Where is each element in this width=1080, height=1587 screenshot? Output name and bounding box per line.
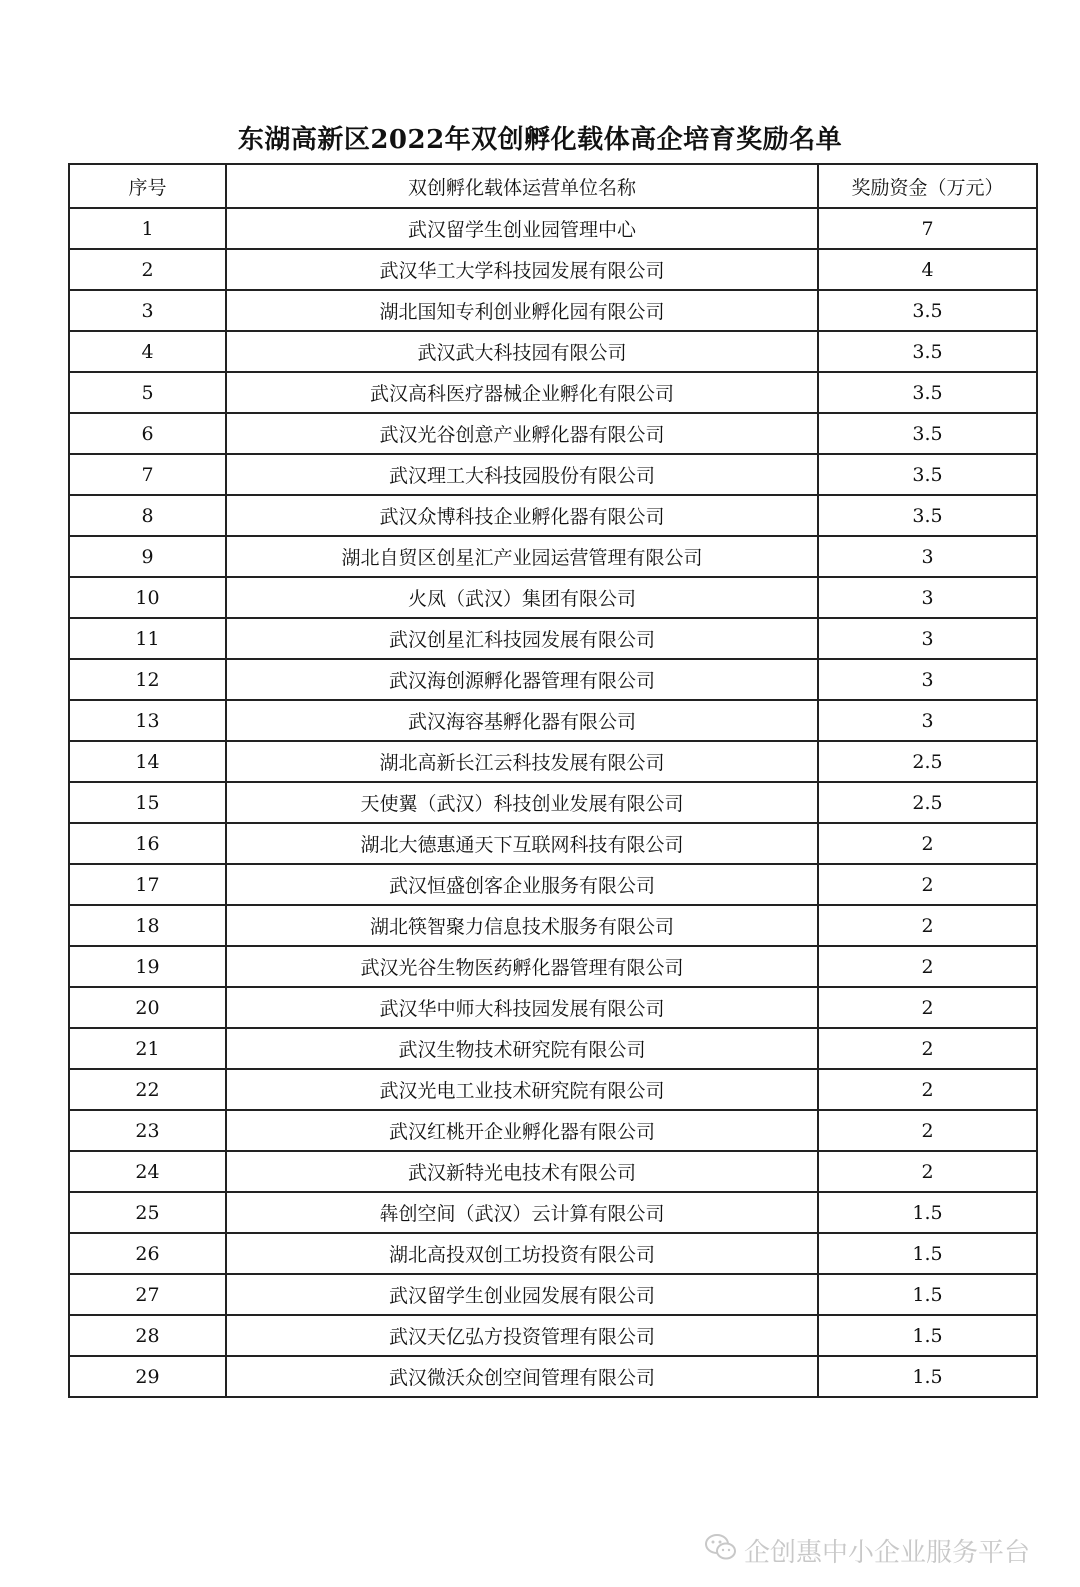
row-company-name: 武汉武大科技园有限公司 bbox=[226, 331, 818, 372]
table-row bbox=[69, 536, 1037, 577]
row-reward-amount: 4 bbox=[818, 249, 1037, 290]
header-reward-amount: 奖励资金（万元） bbox=[818, 164, 1037, 208]
row-company-name: 湖北筷智聚力信息技术服务有限公司 bbox=[226, 905, 818, 946]
row-reward-amount: 3 bbox=[818, 536, 1037, 577]
row-reward-amount: 1.5 bbox=[818, 1356, 1037, 1397]
row-index: 15 bbox=[69, 782, 226, 823]
row-reward-amount: 2 bbox=[818, 905, 1037, 946]
row-reward-amount: 3.5 bbox=[818, 495, 1037, 536]
row-reward-amount: 2 bbox=[818, 1028, 1037, 1069]
document-title: 东湖高新区2022年双创孵化载体高企培育奖励名单 bbox=[237, 125, 843, 155]
row-index: 1 bbox=[69, 208, 226, 249]
row-reward-amount: 2 bbox=[818, 1110, 1037, 1151]
watermark bbox=[704, 1532, 1030, 1569]
table-row bbox=[69, 1356, 1037, 1397]
table-row bbox=[69, 1069, 1037, 1110]
table-row bbox=[69, 249, 1037, 290]
row-company-name: 武汉新特光电技术有限公司 bbox=[226, 1151, 818, 1192]
row-company-name: 湖北国知专利创业孵化园有限公司 bbox=[226, 290, 818, 331]
row-reward-amount: 3 bbox=[818, 577, 1037, 618]
table-row bbox=[69, 454, 1037, 495]
row-index: 14 bbox=[69, 741, 226, 782]
header-row bbox=[69, 164, 1037, 208]
row-reward-amount: 2 bbox=[818, 823, 1037, 864]
row-reward-amount: 1.5 bbox=[818, 1233, 1037, 1274]
row-reward-amount: 1.5 bbox=[818, 1315, 1037, 1356]
table-row bbox=[69, 1028, 1037, 1069]
header-company-name: 双创孵化载体运营单位名称 bbox=[226, 164, 818, 208]
row-reward-amount: 3.5 bbox=[818, 290, 1037, 331]
row-index: 21 bbox=[69, 1028, 226, 1069]
header-index: 序号 bbox=[69, 164, 226, 208]
wechat-icon bbox=[704, 1532, 738, 1569]
table-row bbox=[69, 823, 1037, 864]
row-company-name: 武汉光电工业技术研究院有限公司 bbox=[226, 1069, 818, 1110]
row-index: 7 bbox=[69, 454, 226, 495]
row-company-name: 武汉理工大科技园股份有限公司 bbox=[226, 454, 818, 495]
row-reward-amount: 3 bbox=[818, 659, 1037, 700]
row-index: 22 bbox=[69, 1069, 226, 1110]
table-row bbox=[69, 290, 1037, 331]
row-company-name: 湖北高投双创工坊投资有限公司 bbox=[226, 1233, 818, 1274]
row-index: 28 bbox=[69, 1315, 226, 1356]
row-company-name: 武汉海创源孵化器管理有限公司 bbox=[226, 659, 818, 700]
row-company-name: 湖北自贸区创星汇产业园运营管理有限公司 bbox=[226, 536, 818, 577]
row-index: 27 bbox=[69, 1274, 226, 1315]
row-reward-amount: 3 bbox=[818, 618, 1037, 659]
row-company-name: 武汉众博科技企业孵化器有限公司 bbox=[226, 495, 818, 536]
table-row bbox=[69, 618, 1037, 659]
row-reward-amount: 3.5 bbox=[818, 413, 1037, 454]
row-index: 3 bbox=[69, 290, 226, 331]
table-row bbox=[69, 331, 1037, 372]
row-company-name: 武汉海容基孵化器有限公司 bbox=[226, 700, 818, 741]
row-index: 24 bbox=[69, 1151, 226, 1192]
table-row bbox=[69, 413, 1037, 454]
row-company-name: 湖北大德惠通天下互联网科技有限公司 bbox=[226, 823, 818, 864]
row-company-name: 武汉华工大学科技园发展有限公司 bbox=[226, 249, 818, 290]
row-reward-amount: 3 bbox=[818, 700, 1037, 741]
row-reward-amount: 3.5 bbox=[818, 331, 1037, 372]
row-company-name: 武汉留学生创业园管理中心 bbox=[226, 208, 818, 249]
row-index: 12 bbox=[69, 659, 226, 700]
table-row bbox=[69, 1274, 1037, 1315]
row-company-name: 犇创空间（武汉）云计算有限公司 bbox=[226, 1192, 818, 1233]
row-index: 11 bbox=[69, 618, 226, 659]
row-index: 26 bbox=[69, 1233, 226, 1274]
row-index: 9 bbox=[69, 536, 226, 577]
row-company-name: 武汉微沃众创空间管理有限公司 bbox=[226, 1356, 818, 1397]
table-row bbox=[69, 700, 1037, 741]
row-reward-amount: 2 bbox=[818, 946, 1037, 987]
row-index: 10 bbox=[69, 577, 226, 618]
row-index: 5 bbox=[69, 372, 226, 413]
row-company-name: 武汉留学生创业园发展有限公司 bbox=[226, 1274, 818, 1315]
table-row bbox=[69, 208, 1037, 249]
row-index: 20 bbox=[69, 987, 226, 1028]
row-index: 18 bbox=[69, 905, 226, 946]
row-reward-amount: 2 bbox=[818, 1069, 1037, 1110]
table-row bbox=[69, 987, 1037, 1028]
table-row bbox=[69, 1315, 1037, 1356]
table-row bbox=[69, 782, 1037, 823]
award-table bbox=[68, 163, 1038, 1398]
row-company-name: 武汉光谷生物医药孵化器管理有限公司 bbox=[226, 946, 818, 987]
table-row bbox=[69, 1110, 1037, 1151]
row-index: 23 bbox=[69, 1110, 226, 1151]
row-reward-amount: 2 bbox=[818, 864, 1037, 905]
row-company-name: 湖北高新长江云科技发展有限公司 bbox=[226, 741, 818, 782]
row-reward-amount: 2.5 bbox=[818, 741, 1037, 782]
row-index: 29 bbox=[69, 1356, 226, 1397]
row-company-name: 武汉恒盛创客企业服务有限公司 bbox=[226, 864, 818, 905]
row-company-name: 武汉红桃开企业孵化器有限公司 bbox=[226, 1110, 818, 1151]
table-row bbox=[69, 946, 1037, 987]
row-company-name: 火凤（武汉）集团有限公司 bbox=[226, 577, 818, 618]
row-reward-amount: 2 bbox=[818, 1151, 1037, 1192]
row-company-name: 武汉天亿弘方投资管理有限公司 bbox=[226, 1315, 818, 1356]
row-reward-amount: 3.5 bbox=[818, 372, 1037, 413]
row-reward-amount: 1.5 bbox=[818, 1192, 1037, 1233]
table-header bbox=[69, 164, 1037, 208]
table-row bbox=[69, 905, 1037, 946]
table-row bbox=[69, 659, 1037, 700]
row-index: 2 bbox=[69, 249, 226, 290]
row-company-name: 武汉生物技术研究院有限公司 bbox=[226, 1028, 818, 1069]
row-index: 8 bbox=[69, 495, 226, 536]
table-row bbox=[69, 577, 1037, 618]
table-body bbox=[69, 208, 1037, 1397]
table-row bbox=[69, 1192, 1037, 1233]
table-row bbox=[69, 495, 1037, 536]
table-row bbox=[69, 864, 1037, 905]
table-row bbox=[69, 741, 1037, 782]
row-company-name: 武汉华中师大科技园发展有限公司 bbox=[226, 987, 818, 1028]
table-row bbox=[69, 1233, 1037, 1274]
row-reward-amount: 7 bbox=[818, 208, 1037, 249]
table-row bbox=[69, 372, 1037, 413]
row-index: 25 bbox=[69, 1192, 226, 1233]
row-reward-amount: 2.5 bbox=[818, 782, 1037, 823]
row-index: 4 bbox=[69, 331, 226, 372]
row-company-name: 武汉创星汇科技园发展有限公司 bbox=[226, 618, 818, 659]
row-reward-amount: 3.5 bbox=[818, 454, 1037, 495]
row-company-name: 武汉光谷创意产业孵化器有限公司 bbox=[226, 413, 818, 454]
row-index: 16 bbox=[69, 823, 226, 864]
row-reward-amount: 2 bbox=[818, 987, 1037, 1028]
row-index: 17 bbox=[69, 864, 226, 905]
row-index: 19 bbox=[69, 946, 226, 987]
row-company-name: 武汉高科医疗器械企业孵化有限公司 bbox=[226, 372, 818, 413]
table-row bbox=[69, 1151, 1037, 1192]
row-index: 13 bbox=[69, 700, 226, 741]
row-index: 6 bbox=[69, 413, 226, 454]
row-company-name: 天使翼（武汉）科技创业发展有限公司 bbox=[226, 782, 818, 823]
watermark-text: 企创惠中小企业服务平台 bbox=[743, 1538, 1030, 1568]
row-reward-amount: 1.5 bbox=[818, 1274, 1037, 1315]
